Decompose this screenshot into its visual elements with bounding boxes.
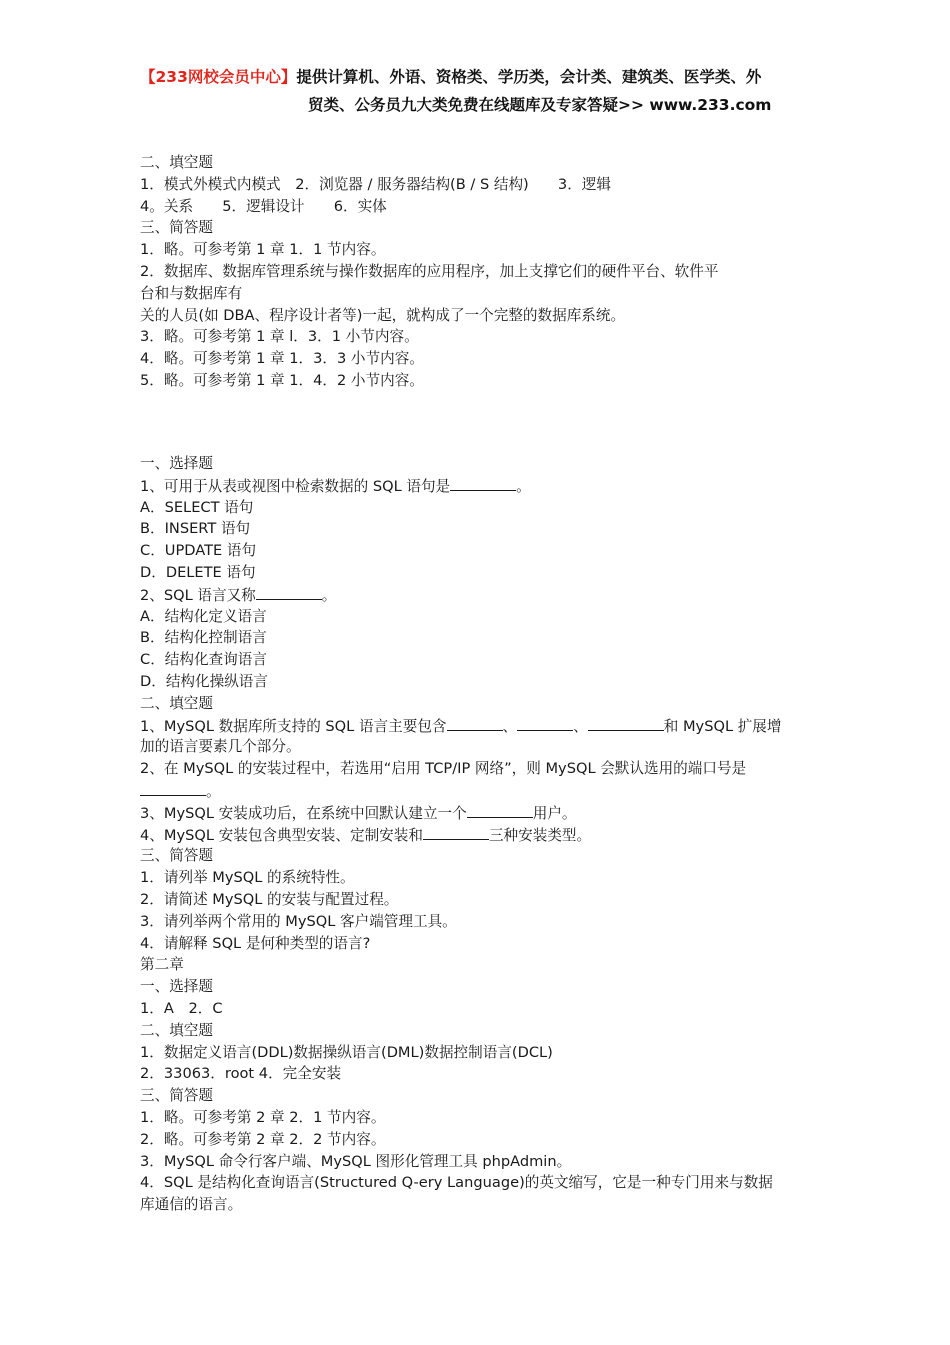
option: C．结构化查询语言 <box>140 651 267 669</box>
fill-4-text: 4、MySQL 安装包含典型安装、定制安装和 <box>140 826 423 844</box>
short-question: 3．请列举两个常用的 MySQL 客户端管理工具。 <box>140 912 457 930</box>
chapter-two-quiz <box>140 453 820 1216</box>
fill-question-2-cont <box>140 780 820 802</box>
question-1-text: 1、可用于从表或视图中检索数据的 SQL 语句是 <box>140 477 451 495</box>
fill-question-1 <box>140 715 820 737</box>
answer-line: 1．略。可参考第 2 章 2．1 节内容。 <box>140 1108 386 1126</box>
text-line: 4．略。可参考第 1 章 1．3．3 小节内容。 <box>140 350 424 368</box>
fill-3-text-b: 用户。 <box>532 804 577 822</box>
option: B．INSERT 语句 <box>140 520 251 538</box>
punctuation: 。 <box>516 477 531 495</box>
header-line-1 <box>140 63 820 91</box>
answer-line: 2．33063．root 4．完全安装 <box>140 1065 342 1083</box>
answer-blank <box>517 715 573 731</box>
answer-blank <box>447 715 503 731</box>
answer-line: 3．MySQL 命令行客户端、MySQL 图形化管理工具 phpAdmin。 <box>140 1152 572 1170</box>
choice-heading: 一、选择题 <box>140 455 213 472</box>
punctuation: 。 <box>321 586 337 604</box>
text-line: 4。关系 5．逻辑设计 6．实体 <box>140 197 387 215</box>
text-line: 2．数据库、数据库管理系统与操作数据库的应用程序，加上支撑它们的硬件平台、软件平 <box>140 262 719 280</box>
choice-heading: 一、选择题 <box>140 978 213 996</box>
answer-line: 1．A 2．C <box>140 999 223 1017</box>
answer-line: 4．SQL 是结构化查询语言(Structured Q-ery Language)的英文缩写，它是一种专门用来与数据 <box>140 1174 773 1192</box>
option: B．结构化控制语言 <box>140 629 267 647</box>
fill-question-2: 2、在 MySQL 的安装过程中，若选用“启用 TCP/IP 网络”，则 MySQL 会默认选用的端口号是 <box>140 760 747 778</box>
option: A．SELECT 语句 <box>140 498 254 516</box>
answer-blank <box>588 715 664 731</box>
answers-chapter-one <box>140 152 820 392</box>
option: D．DELETE 语句 <box>140 563 256 581</box>
punctuation: 、 <box>502 717 518 735</box>
question-2-text: 2、SQL 语言又称 <box>140 586 256 604</box>
section-heading: 三、简答题 <box>140 219 213 237</box>
fill-3-text: 3、MySQL 安装成功后，在系统中回默认建立一个 <box>140 804 467 822</box>
answer-blank <box>423 824 489 840</box>
punctuation: 。 <box>206 782 221 800</box>
text-line: 5．略。可参考第 1 章 1．4．2 小节内容。 <box>140 371 424 389</box>
text-line: 关的人员(如 DBA、程序设计者等)一起，就构成了一个完整的数据库系统。 <box>140 306 626 324</box>
question-1 <box>140 475 820 497</box>
text-line: 1．模式外模式内模式 2．浏览器 / 服务器结构(B / S 结构) 3．逻辑 <box>140 175 611 193</box>
text-line: 台和与数据库有 <box>140 284 243 302</box>
chapter-heading: 第二章 <box>140 956 184 974</box>
text-line: 3．略。可参考第 1 章 l．3．1 小节内容。 <box>140 328 419 346</box>
answer-line: 2．略。可参考第 2 章 2．2 节内容。 <box>140 1130 386 1148</box>
punctuation: 、 <box>573 717 588 735</box>
option: C．UPDATE 语句 <box>140 542 257 560</box>
fill-heading: 二、填空题 <box>140 694 213 712</box>
fill-4-text-b: 三种安装类型。 <box>488 826 592 844</box>
fill-question-1-cont: 加的语言要素几个部分。 <box>140 738 301 756</box>
short-question: 2．请简述 MySQL 的安装与配置过程。 <box>140 890 399 908</box>
text-line: 1．略。可参考第 1 章 1．1 节内容。 <box>140 241 386 259</box>
short-heading: 三、简答题 <box>140 847 213 865</box>
fill-heading: 二、填空题 <box>140 1021 213 1039</box>
fill-1-text-b: 和 MySQL 扩展增 <box>663 717 782 735</box>
section-heading: 二、填空题 <box>140 154 213 171</box>
header-text-1: 提供计算机、外语、资格类、学历类，会计类、建筑类、医学类、外 <box>296 68 762 86</box>
header-line-2: 贸类、公务员九大类免费在线题库及专家答疑>> www.233.com <box>308 96 772 114</box>
short-question: 1．请列举 MySQL 的系统特性。 <box>140 869 355 887</box>
answer-blank <box>467 802 533 818</box>
fill-question-4 <box>140 824 820 846</box>
answer-blank <box>450 475 516 491</box>
option: A．结构化定义语言 <box>140 607 267 625</box>
question-2 <box>140 584 820 606</box>
brand-label: 【233网校会员中心】 <box>140 68 297 86</box>
answer-line: 库通信的语言。 <box>140 1196 243 1214</box>
answer-line: 1．数据定义语言(DDL)数据操纵语言(DML)数据控制语言(DCL) <box>140 1043 553 1061</box>
fill-question-3 <box>140 802 820 824</box>
answer-blank <box>140 780 206 796</box>
short-question: 4．请解释 SQL 是何种类型的语言? <box>140 934 371 952</box>
short-heading: 三、简答题 <box>140 1087 213 1105</box>
option: D．结构化操纵语言 <box>140 672 268 690</box>
fill-1-text: 1、MySQL 数据库所支持的 SQL 语言主要包含 <box>140 717 447 735</box>
page-header <box>140 63 820 119</box>
answer-blank <box>256 584 322 600</box>
